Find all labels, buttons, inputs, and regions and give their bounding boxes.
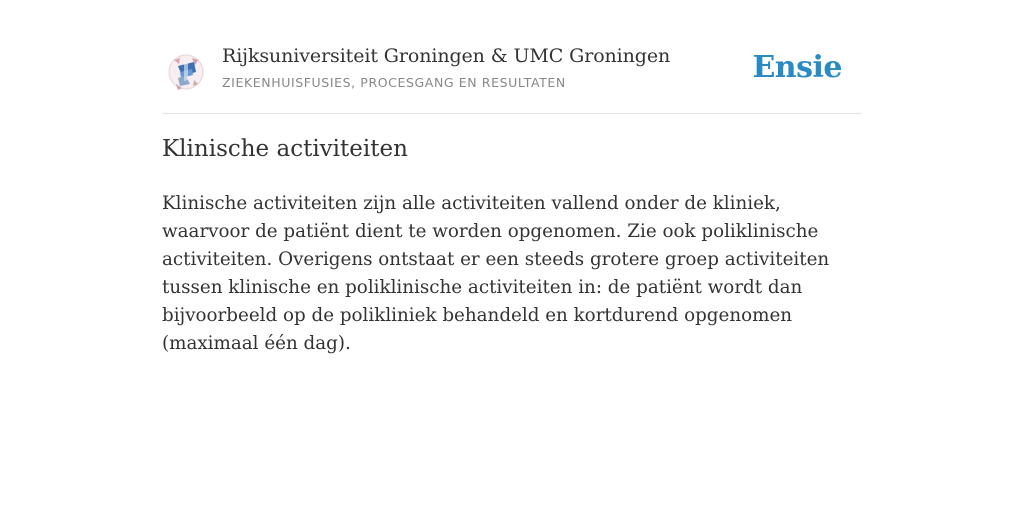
university-seal-icon[interactable] [166, 50, 206, 94]
definition-text: Klinische activiteiten zijn alle activiteiten vallend onder de kliniek, waarvoor de patiënt dient te worden opgenomen. Zie ook poliklinische activiteiten. Overigens ontstaat er een steeds grotere groep activiteiten tussen klinische en poliklinische activiteiten in: de patiënt wordt dan bijvoorbeeld op de polikliniek behandeld en kortdurend opgenomen (maximaal één dag). [162, 193, 830, 354]
term-title: Klinische activiteiten [162, 136, 408, 162]
brand-logo-link[interactable]: Ensie [752, 50, 842, 85]
source-title[interactable]: Rijksuniversiteit Groningen & UMC Groningen [222, 45, 671, 67]
source-subtitle: ZIEKENHUISFUSIES, PROCESGANG EN RESULTATEN [222, 75, 566, 90]
header [162, 44, 862, 114]
